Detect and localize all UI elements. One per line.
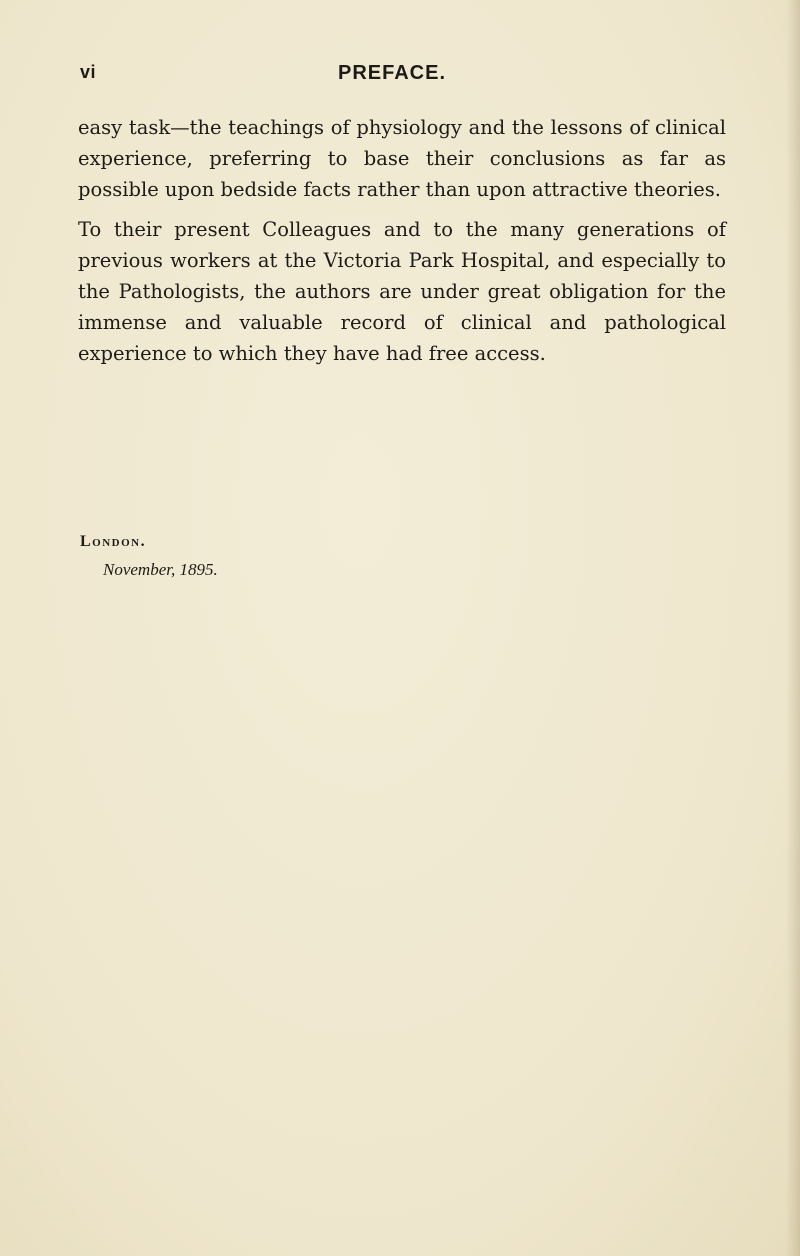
running-title: PREFACE.: [338, 62, 447, 84]
page-number: vi: [80, 62, 97, 82]
preface-body: [78, 112, 726, 378]
running-head: [80, 62, 720, 88]
paragraph-acknowledgement: To their present Colleagues and to the many generations of previous workers at the Victoria Park Hospital, and especially to the Pathologists, the authors are under great obligation for the immense and valuable record of clinical and pathological experience to which they have had free access.: [78, 218, 726, 365]
signoff-place: London.: [80, 533, 147, 550]
paragraph-continuation: easy task—the teachings of physiology and the lessons of clinical experience, preferring to base their conclusions as far as possible upon bedside facts rather than upon attractive theories.: [78, 116, 726, 201]
signoff: [80, 530, 218, 582]
page-edge-shadow: [786, 0, 800, 1256]
signoff-date: November, 1895.: [103, 560, 218, 579]
